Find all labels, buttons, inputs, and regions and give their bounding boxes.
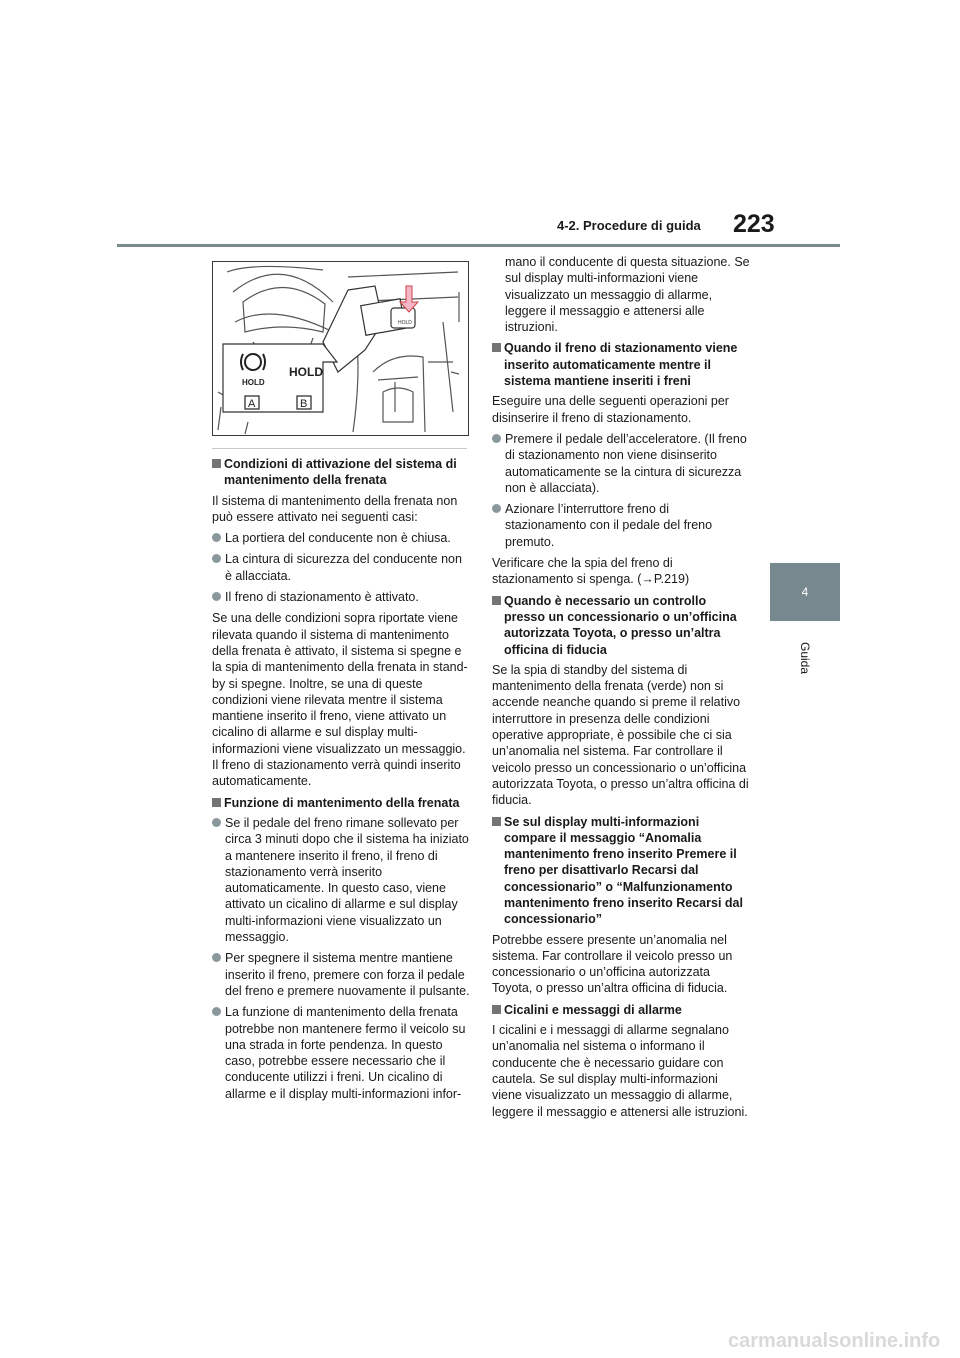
paragraph: I cicalini e i messaggi di allarme segnalano un’anomalia nel sistema o informano il conducente che è necessario guidare con cautela. Se sul display multi-informazioni viene visualizzato un messaggio di allarme, leggere il messaggio e attenersi alle istruzioni. [492, 1023, 748, 1119]
bullet-item: Azionare l’interruttore freno di stazionamento con il pedale del freno premuto. [492, 501, 750, 550]
bullet-item: Se il pedale del freno rimane sollevato per circa 3 minuti dopo che il sistema ha iniziato a mantenere inserito il freno, il freno di stazionamento verrà inserito automaticamente. In questo caso, viene attivato un cicalino di allarme e sul display multi-informazioni viene visualizzato un messaggio. [212, 815, 470, 945]
paragraph: Potrebbe essere presente un’anomalia nel sistema. Far controllare il veicolo presso un concessionario o un’officina autorizzata Toyota, o presso un’altra officina di fiducia. [492, 932, 733, 996]
chapter-number: 4 [801, 585, 809, 599]
figure-divider [212, 448, 467, 449]
paragraph: Eseguire una delle seguenti operazioni per disinserire il freno di stazionamento. [492, 394, 729, 425]
right-column [492, 254, 750, 1125]
bullet-item: Premere il pedale dell’acceleratore. (Il freno di stazionamento non viene disinserito automaticamente se la cintura di sicurezza non è allacciata). [492, 431, 750, 496]
header-divider [117, 244, 840, 247]
heading-malfunction-message: Se sul display multi-informazioni compare il messaggio “Anomalia mantenimento freno inserito Premere il freno per disattivarlo Recarsi dal concessionario” o “Malfunzionamento mantenimento freno inserito Recarsi dal concessionario” [492, 814, 750, 928]
heading-activation-conditions: Condizioni di attivazione del sistema di mantenimento della frenata [212, 456, 470, 489]
heading-warning-buzzers: Cicalini e messaggi di allarme [492, 1002, 750, 1018]
label-b: B [300, 398, 308, 410]
paragraph: Se la spia di standby del sistema di mantenimento della frenata (verde) non si accende neanche quando si preme il relativo interruttore in presenza delle condizioni operative appropriate, è possibile che ci sia un’anomalia nel sistema. Far controllare il veicolo presso un concessionario o un’officina autorizzata Toyota, o presso un’altra officina di fiducia. [492, 662, 749, 808]
hold-icon-label: HOLD [242, 378, 265, 387]
heading-parking-brake-auto: Quando il freno di stazionamento viene inserito automaticamente mentre il sistema mantiene inseriti i freni [492, 340, 750, 389]
bullet-item: La cintura di sicurezza del conducente non è allacciata. [212, 551, 470, 584]
bullet-item: Il freno di stazionamento è attivato. [212, 589, 470, 605]
bullet-item: Per spegnere il sistema mentre mantiene inserito il freno, premere con forza il pedale del freno e premere nuovamente il pulsante. [212, 950, 470, 999]
watermark-url[interactable]: carmanualsonline.info [728, 1330, 941, 1352]
bullet-item: La funzione di mantenimento della frenata potrebbe non mantenere fermo il veicolo su una strada in forte pendenza. In questo caso, potrebbe essere necessario che il conducente utilizzi i freni. Un cicalino di allarme e il display multi-informazioni infor- [212, 1004, 470, 1102]
dashboard-drawing [213, 262, 468, 435]
brake-hold-illustration [212, 261, 469, 436]
bullet-item: La portiera del conducente non è chiusa. [212, 530, 470, 546]
chapter-label: Guida [798, 641, 812, 675]
page-number: 223 [733, 210, 775, 238]
paragraph: Verificare che la spia del freno di stazionamento si spenga. (→P.219) [492, 556, 690, 587]
heading-brake-hold-function: Funzione di mantenimento della frenata [212, 795, 470, 811]
label-a: A [248, 398, 256, 410]
section-title: 4-2. Procedure di guida [557, 218, 701, 233]
heading-dealer-check: Quando è necessario un controllo presso un concessionario o un’officina autorizzata Toyota, o presso un’altra officina di fiducia [492, 593, 750, 658]
bullet-continuation: mano il conducente di questa situazione. Se sul display multi-informazioni viene visualizzato un messaggio di allarme, leggere il messaggio e attenersi alle istruzioni. [505, 255, 750, 335]
chapter-tab[interactable] [770, 563, 840, 621]
hold-indicator-text: HOLD [289, 365, 323, 379]
paragraph: Il sistema di mantenimento della frenata non può essere attivato nei seguenti casi: [212, 493, 458, 524]
button-hold-label: HOLD [398, 320, 412, 326]
paragraph: Se una delle condizioni sopra riportate viene rilevata quando il sistema di mantenimento della frenata è attivato, il sistema si spegne e la spia di mantenimento della frenata in stand-by si spegne. Inoltre, se una di queste condizioni viene rilevata mentre il sistema mantiene inserito il freno, viene attivato un cicalino di allarme e sul display multi-informazioni viene visualizzato un messaggio. Il freno di stazionamento verrà quindi inserito automaticamente. [212, 611, 468, 789]
left-column [212, 452, 470, 1107]
